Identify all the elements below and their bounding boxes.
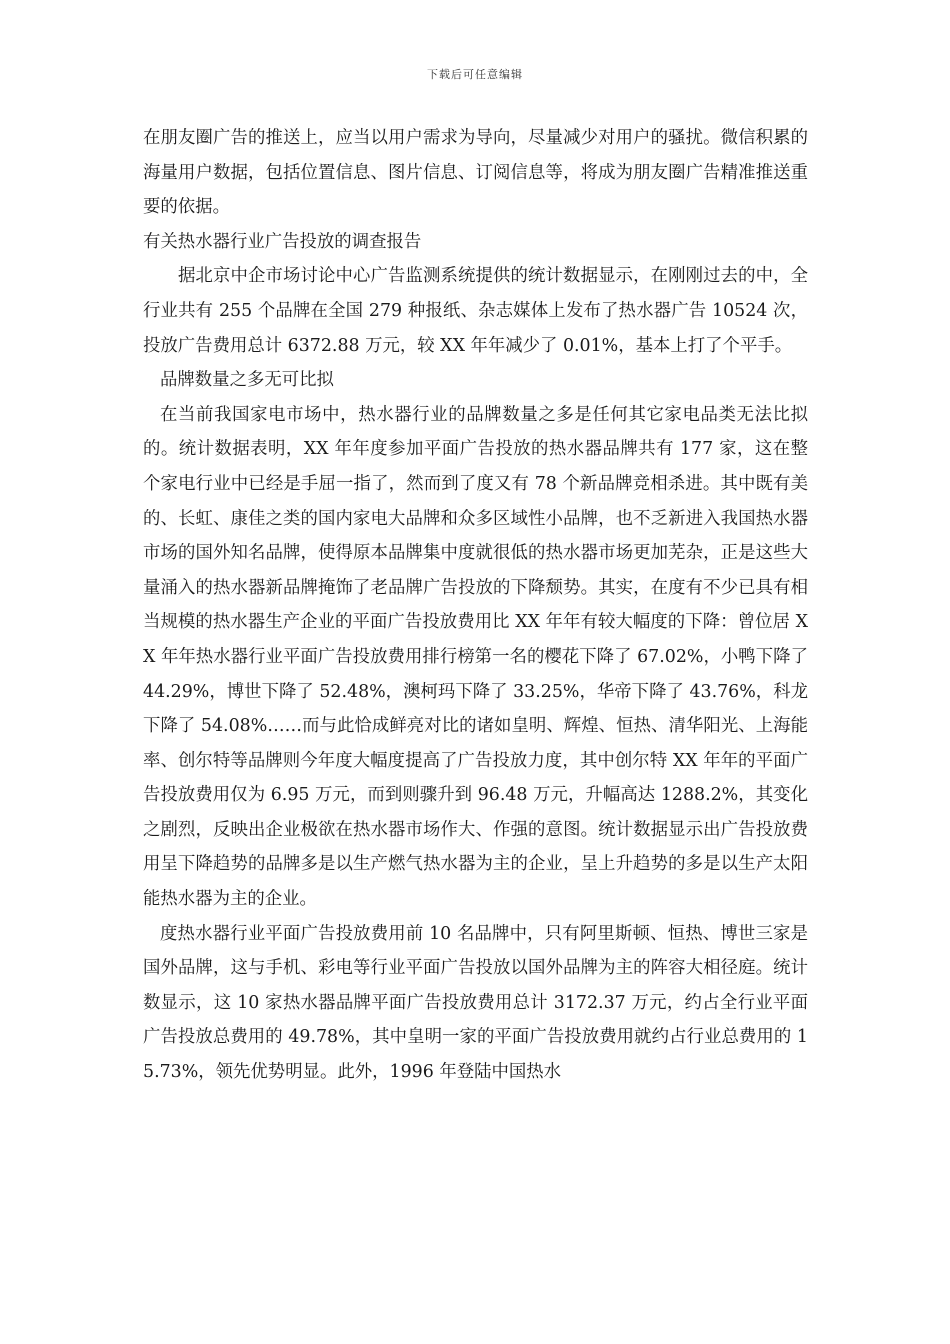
section-heading-brand-count: 品牌数量之多无可比拟	[160, 370, 334, 391]
page-header-note: 下载后可任意编辑	[427, 68, 523, 81]
paragraph-overview: 据北京中企市场讨论中心广告监测系统提供的统计数据显示，在刚刚过去的中，全行业共有 255 个品牌在全国 279 种报纸、杂志媒体上发布了热水器广告 10524 次，投放广告费用总计 6372.88 万元，较 XX 年年减少了 0.01%，基本上打了个平手。	[143, 266, 808, 356]
report-title: 有关热水器行业广告投放的调查报告	[143, 231, 422, 252]
document-body	[143, 121, 808, 1090]
paragraph-brand-analysis: 在当前我国家电市场中，热水器行业的品牌数量之多是任何其它家电品类无法比拟的。统计数据表明，XX 年年度参加平面广告投放的热水器品牌共有 177 家，这在整个家电行业中已经是手屈一指了，然而到了度又有 78 个新品牌竞相杀进。其中既有美的、长虹、康佳之类的国内家电大品牌和众多区域性小品牌，也不乏新进入我国热水器市场的国外知名品牌，使得原本品牌集中度就很低的热水器市场更加芜杂，正是这些大量涌入的热水器新品牌掩饰了老品牌广告投放的下降颓势。其实，在度有不少已具有相当规模的热水器生产企业的平面广告投放费用比 XX 年年有较大幅度的下降：曾位居 XX 年年热水器行业平面广告投放费用排行榜第一名的樱花下降了 67.02%，小鸭下降了 44.29%，博世下降了 52.48%，澳柯玛下降了 33.25%，华帝下降了 43.76%，科龙下降了 54.08%……而与此恰成鲜亮对比的诸如皇明、辉煌、恒热、清华阳光、上海能率、创尔特等品牌则今年度大幅度提高了广告投放力度，其中创尔特 XX 年年的平面广告投放费用仅为 6.95 万元，而到则骤升到 96.48 万元，升幅高达 1288.2%，其变化之剧烈，反映出企业极欲在热水器市场作大、作强的意图。统计数据显示出广告投放费用呈下降趋势的品牌多是以生产燃气热水器为主的企业，呈上升趋势的多是以生产太阳能热水器为主的企业。	[143, 404, 808, 910]
paragraph-wechat-ads: 在朋友圈广告的推送上，应当以用户需求为导向，尽量减少对用户的骚扰。微信积累的海量用户数据，包括位置信息、图片信息、订阅信息等，将成为朋友圈广告精准推送重要的依据。	[143, 128, 808, 218]
paragraph-top10-brands: 度热水器行业平面广告投放费用前 10 名品牌中，只有阿里斯顿、恒热、博世三家是国外品牌，这与手机、彩电等行业平面广告投放以国外品牌为主的阵容大相径庭。统计数显示，这 10 家热水器品牌平面广告投放费用总计 3172.37 万元，约占全行业平面广告投放总费用的 49.78%，其中皇明一家的平面广告投放费用就约占行业总费用的 15.73%，领先优势明显。此外，1996 年登陆中国热水	[143, 923, 808, 1083]
